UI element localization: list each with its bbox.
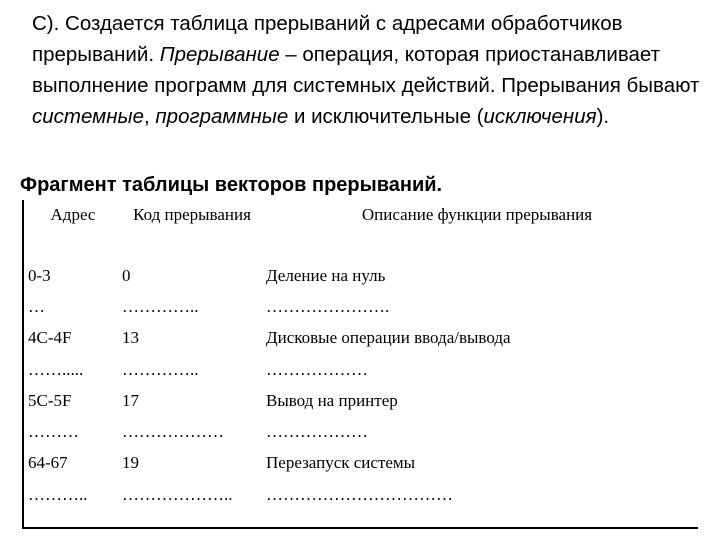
cell-code: 19	[122, 453, 139, 473]
table-row	[26, 385, 690, 416]
table-row	[26, 354, 690, 385]
term-system: системные	[32, 105, 144, 128]
cell-code: …………..	[122, 296, 199, 316]
cell-description: Дисковые операции ввода/вывода	[266, 328, 511, 348]
cell-address: 4C-4F	[28, 328, 72, 348]
cell-address: ………	[28, 422, 79, 442]
table-row	[26, 323, 690, 354]
cell-description: ………………	[266, 422, 368, 442]
term-interrupt: Прерывание	[159, 43, 280, 66]
cell-description: Перезапуск системы	[266, 453, 416, 473]
intro-text-1: С). Создается таблица прерываний с адресами обработчиков прерываний.	[32, 12, 623, 66]
intro-text-4: и исключительные (	[288, 105, 484, 128]
table-header-row	[26, 202, 690, 260]
cell-description: ……………………………	[266, 484, 453, 504]
cell-code: 17	[122, 390, 139, 410]
cell-address: 5C-5F	[28, 390, 72, 410]
table-row	[26, 291, 690, 322]
table-row	[26, 448, 690, 479]
cell-description: ………………….	[266, 296, 390, 316]
table-row	[26, 479, 690, 510]
header-description: Описание функции прерывания	[361, 205, 593, 224]
term-program: программные	[155, 105, 289, 128]
intro-text-5: ).	[596, 105, 610, 128]
cell-code: 0	[122, 265, 131, 285]
table-row	[26, 416, 690, 447]
intro-text-2: – операция, которая приостанавливает выполнение программ для системных действий. Прерывания бывают	[32, 43, 700, 97]
table-row	[26, 260, 690, 291]
table-caption: Фрагмент таблицы векторов прерываний.	[20, 174, 443, 196]
cell-address: 64-67	[28, 453, 68, 473]
cell-address: ………..	[28, 484, 88, 504]
intro-text-3: ,	[143, 105, 156, 128]
cell-description: Деление на нуль	[266, 265, 386, 285]
interrupt-vector-table	[26, 202, 690, 510]
header-address: Адрес	[50, 205, 96, 224]
cell-address: …….....	[28, 359, 84, 379]
cell-description: Вывод на принтер	[266, 390, 398, 410]
cell-address: 0-3	[28, 265, 51, 285]
cell-code: …………..	[122, 359, 199, 379]
cell-address: …	[28, 296, 45, 316]
cell-code: ………………..	[122, 484, 233, 504]
term-exceptions: исключения	[483, 105, 597, 128]
cell-code: 13	[122, 328, 139, 348]
cell-description: ………………	[266, 359, 368, 379]
intro-paragraph	[32, 8, 702, 132]
cell-code: ………………	[122, 422, 224, 442]
header-interrupt-code: Код прерывания	[133, 205, 251, 224]
